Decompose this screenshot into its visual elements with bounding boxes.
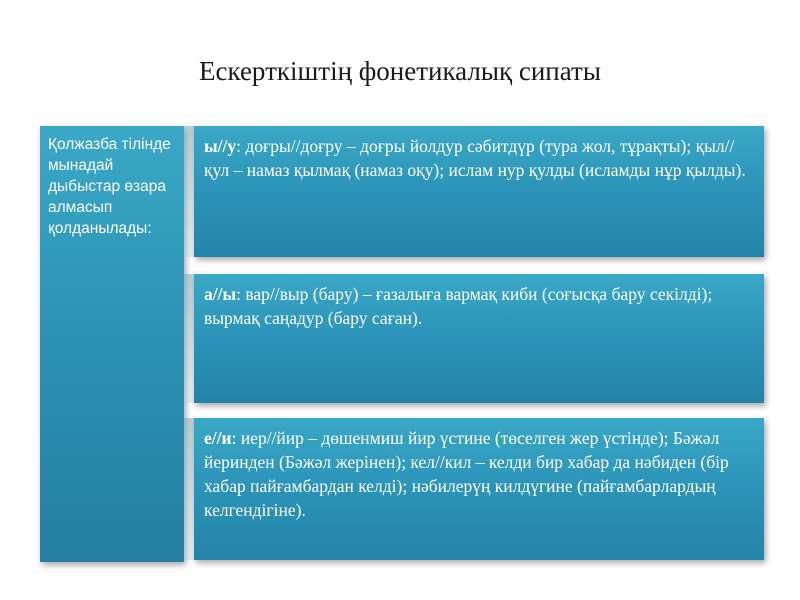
sound-change-box-2 [194,274,764,403]
category-box [40,126,184,562]
sound-change-box-1 [194,126,764,257]
sound-pair-examples: : иер//йир – дөшенмиш йир үстине (төселген жер үстінде); Бәжәл йеринден (Бәжәл жерінен); кел//кил – келди бир хабар да нәбиден (бір хабар пайғамбардан келді); нәбилерүң килдүгине (пайғамбарлардың келгендігіне). [204,428,729,520]
sound-pair-label: ы//у [204,136,237,156]
sound-pair-examples: : вар//выр (бару) – ғазалыға вармақ киби (соғысқа бару секілді); вырмақ саңадур (бару саған). [204,284,713,328]
sound-pair-examples: : доғры//доғру – доғры йолдур сәбитдүр (тура жол, тұрақты); қыл//қул – намаз қылмақ (намаз оқу); ислам нур қулды (исламды нұр қылды). [204,136,746,180]
sound-pair-label: е//и [204,428,232,448]
slide-title: Ескерткіштің фонетикалық сипаты [199,56,601,86]
sound-change-box-3 [194,418,764,560]
sound-pair-label: а//ы [204,284,237,304]
category-text: Қолжазба тілінде мынадай дыбыстар өзара алмасып қолданылады: [48,136,171,237]
